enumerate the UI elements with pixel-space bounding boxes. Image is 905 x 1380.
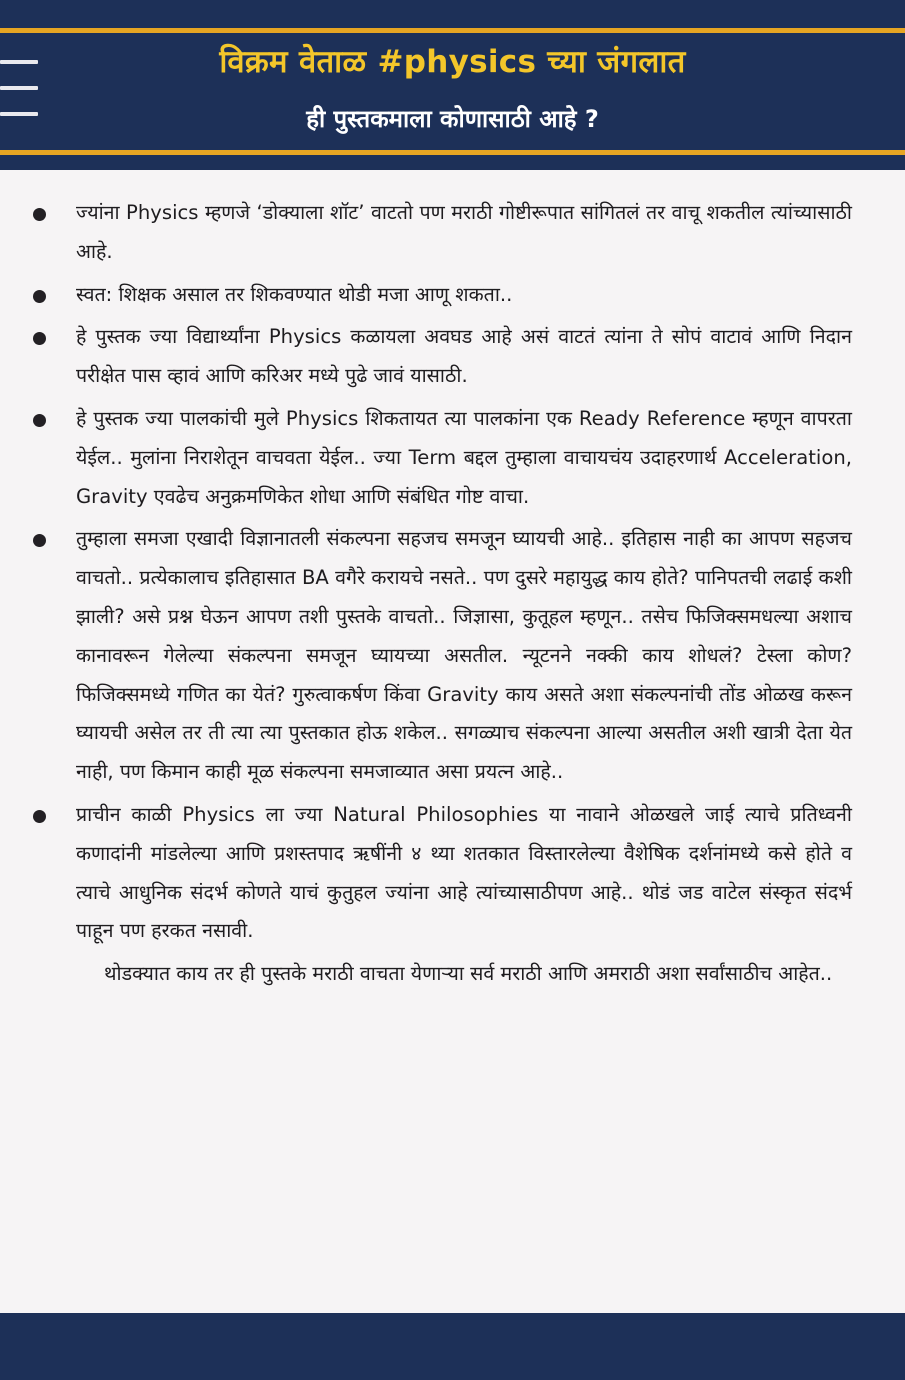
bullet-icon [33, 414, 46, 427]
stripe [0, 86, 38, 90]
list-item [76, 796, 852, 951]
bullet-icon [33, 810, 46, 823]
bullet-icon [33, 534, 46, 547]
bullet-list [76, 194, 852, 994]
closing-paragraph: थोडक्यात काय तर ही पुस्तके मराठी वाचता येणाऱ्या सर्व मराठी आणि अमराठी अशा सर्वांसाठीच आहेत.. [104, 962, 833, 986]
header-gold-line-top [0, 28, 905, 33]
list-item-text: प्राचीन काळी Physics ला ज्या Natural Philosophies या नावाने ओळखले जाई त्याचे प्रतिध्वनी कणादांनी मांडलेल्या आणि प्रशस्तपाद ऋषींनी ४ थ्या शतकात विस्तारलेल्या वैशेषिक दर्शनांमध्ये कसे होते व त्याचे आधुनिक संदर्भ कोणते याचं कुतुहल ज्यांना आहे त्यांच्यासाठीपण आहे.. थोडं जड वाटेल संस्कृत संदर्भ पाहून पण हरकत नसावी. [76, 802, 852, 943]
list-item [76, 520, 852, 792]
list-item-text: स्वत: शिक्षक असाल तर शिकवण्यात थोडी मजा आणू शकता.. [76, 282, 513, 306]
bullet-icon [33, 290, 46, 303]
bullet-icon [33, 332, 46, 345]
page-subtitle: ही पुस्तकमाला कोणासाठी आहे ? [306, 105, 599, 133]
footer-band [0, 1313, 905, 1380]
list-item [76, 318, 852, 396]
list-item-text: ज्यांना Physics म्हणजे ‘डोक्याला शॉट’ वाटतो पण मराठी गोष्टीरूपात सांगितलं तर वाचू शकतील त्यांच्यासाठी आहे. [76, 201, 852, 263]
list-item-text: तुम्हाला समजा एखादी विज्ञानातली संकल्पना सहजच समजून घ्यायची आहे.. इतिहास नाही का आपण सहजच वाचतो.. प्रत्येकालाच इतिहासात BA वगैरे करायचे नसते.. पण दुसरे महायुद्ध काय होते? पानिपतची लढाई कशी झाली? असे प्रश्न घेऊन आपण तशी पुस्तके वाचतो.. जिज्ञासा, कुतूहल म्हणून.. तसेच फिजिक्समधल्या अशाच कानावरून गेलेल्या संकल्पना समजून घ्यायच्या असतील. न्यूटनने नक्की काय शोधलं? टेस्ला कोण? फिजिक्समध्ये गणित का येतं? गुरुत्वाकर्षण किंवा Gravity काय असते अशा संकल्पनांची तोंड ओळख करून घ्यायची असेल तर ती त्या त्या पुस्तकात होऊ शकेल.. सगळ्याच संकल्पना आल्या असतील अशी खात्री देता येत नाही, पण किमान काही मूळ संकल्पना समजाव्यात असा प्रयत्न आहे.. [76, 527, 852, 784]
page-title: विक्रम वेताळ #physics च्या जंगलात [219, 44, 686, 80]
list-item [76, 194, 852, 272]
list-item-text: हे पुस्तक ज्या पालकांची मुले Physics शिकतायत त्या पालकांना एक Ready Reference म्हणून वापरता येईल.. मुलांना निराशेतून वाचवता येईल.. ज्या Term बद्दल तुम्हाला वाचायचंय उदाहरणार्थ Acceleration, Gravity एवढेच अनुक्रमणिकेत शोधा आणि संबंधित गोष्ट वाचा. [76, 406, 852, 508]
list-item [76, 276, 852, 315]
bullet-icon [33, 208, 46, 221]
header-band [0, 0, 905, 170]
header-gold-line-bottom [0, 150, 905, 155]
list-item-text: हे पुस्तक ज्या विद्यार्थ्यांना Physics कळायला अवघड आहे असं वाटतं त्यांना ते सोपं वाटावं आणि निदान परीक्षेत पास व्हावं आणि करिअर मध्ये पुढे जावं यासाठी. [76, 325, 852, 388]
list-item [76, 400, 852, 516]
